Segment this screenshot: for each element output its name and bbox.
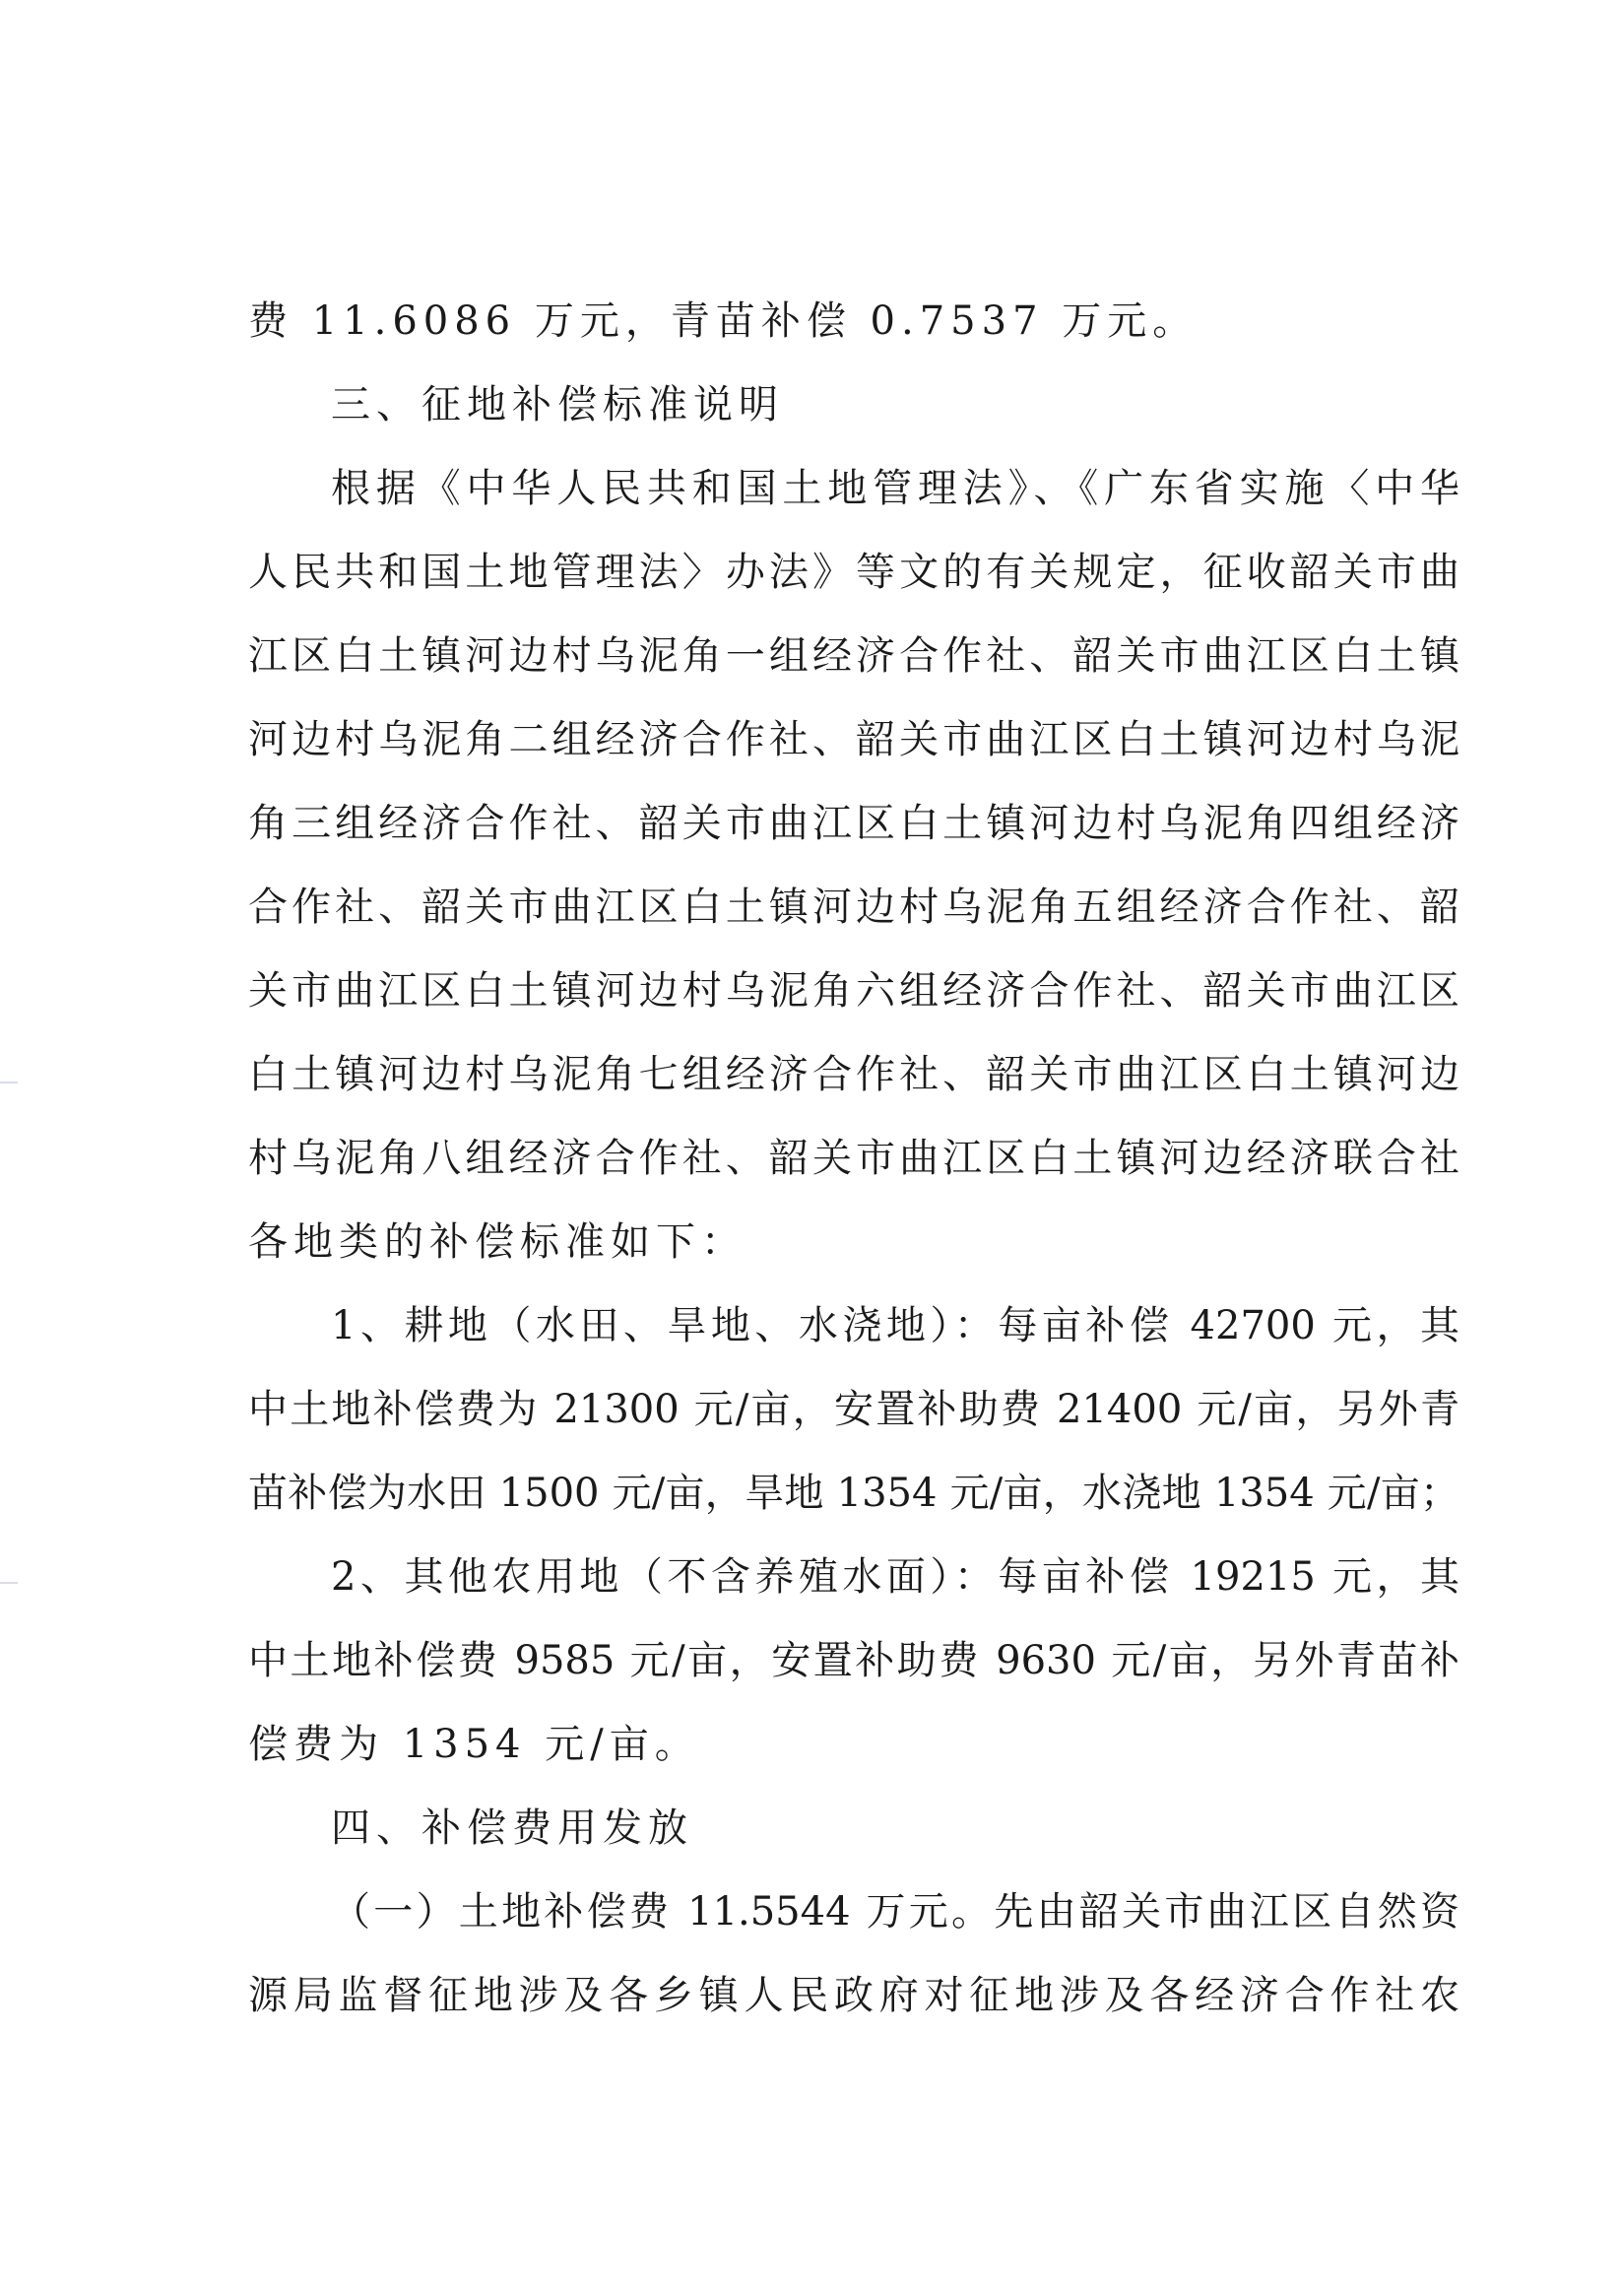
text-line: 白土镇河边村乌泥角七组经济合作社、韶关市曲江区白土镇河边 — [248, 1052, 1459, 1097]
text-line: 费 11.6086 万元，青苗补偿 0.7537 万元。 — [248, 298, 1199, 344]
text-line: 角三组经济合作社、韶关市曲江区白土镇河边村乌泥角四组经济 — [248, 801, 1459, 846]
text-line: 河边村乌泥角二组经济合作社、韶关市曲江区白土镇河边村乌泥 — [248, 717, 1459, 762]
text-line: 村乌泥角八组经济合作社、韶关市曲江区白土镇河边经济联合社 — [248, 1136, 1459, 1181]
section-heading: 四、补偿费用发放 — [331, 1805, 693, 1851]
text-line: 偿费为 1354 元/亩。 — [248, 1722, 700, 1767]
text-line: 人民共和国土地管理法〉办法》等文的有关规定，征收韶关市曲 — [248, 550, 1459, 595]
text-line: 中土地补偿费为 21300 元/亩，安置补助费 21400 元/亩，另外青 — [248, 1387, 1459, 1432]
text-line: 苗补偿为水田 1500 元/亩，旱地 1354 元/亩，水浇地 1354 元/亩； — [248, 1471, 1459, 1516]
section-heading: 三、征地补偿标准说明 — [331, 382, 784, 427]
list-item: 1、耕地（水田、旱地、水浇地）：每亩补偿 42700 元，其 — [331, 1303, 1459, 1348]
text-line: 合作社、韶关市曲江区白土镇河边村乌泥角五组经济合作社、韶 — [248, 885, 1459, 930]
text-line: 各地类的补偿标准如下： — [248, 1219, 746, 1265]
text-line: （一）土地补偿费 11.5544 万元。先由韶关市曲江区自然资 — [331, 1889, 1459, 1935]
scan-edge-mark — [0, 1082, 18, 1083]
text-line: 根据《中华人民共和国土地管理法》、《广东省实施〈中华 — [331, 466, 1459, 511]
text-line: 中土地补偿费 9585 元/亩，安置补助费 9630 元/亩，另外青苗补 — [248, 1638, 1459, 1683]
list-item: 2、其他农用地（不含养殖水面）：每亩补偿 19215 元，其 — [331, 1554, 1459, 1600]
text-line: 关市曲江区白土镇河边村乌泥角六组经济合作社、韶关市曲江区 — [248, 968, 1459, 1014]
text-line: 源局监督征地涉及各乡镇人民政府对征地涉及各经济合作社农 — [248, 1973, 1459, 2018]
text-line: 江区白土镇河边村乌泥角一组经济合作社、韶关市曲江区白土镇 — [248, 633, 1459, 679]
scan-edge-mark — [0, 1582, 18, 1584]
